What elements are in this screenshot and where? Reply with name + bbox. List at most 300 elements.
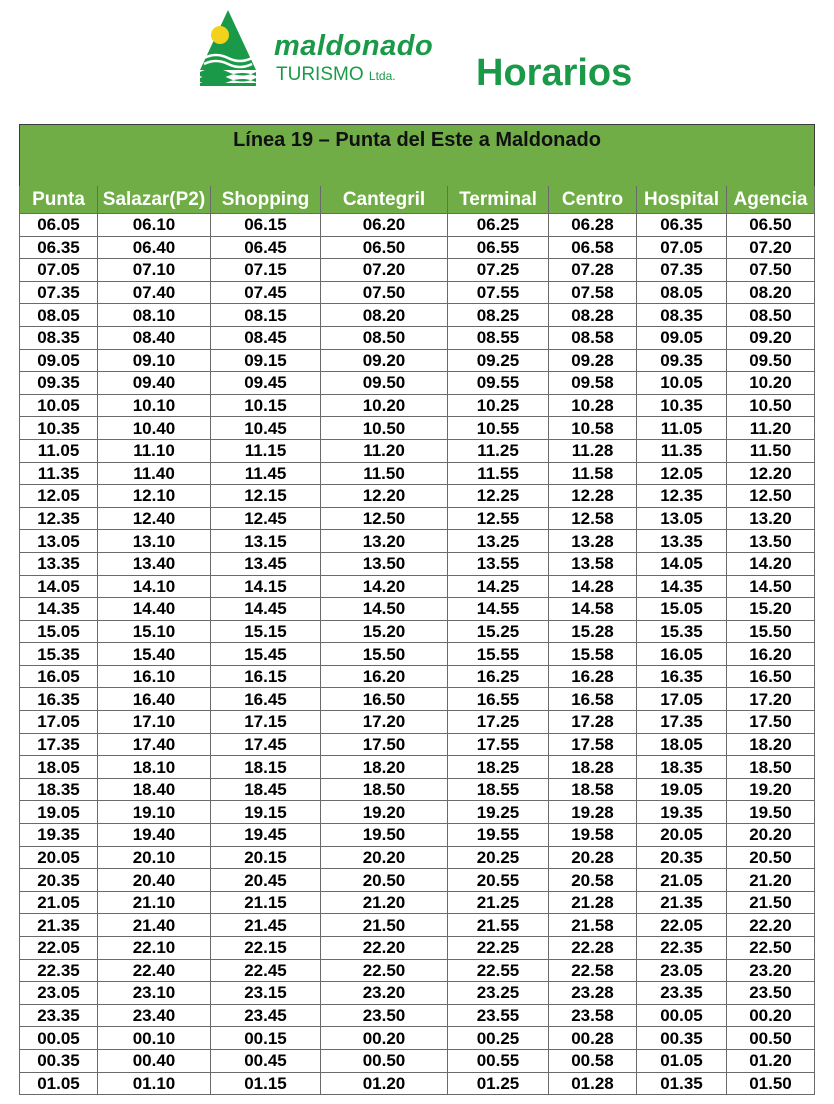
table-row: [20, 711, 815, 734]
time-cell: 11.05: [637, 417, 727, 440]
table-row: [20, 349, 815, 372]
time-cell: 22.15: [211, 937, 321, 960]
time-cell: 15.20: [321, 620, 448, 643]
time-cell: 23.20: [321, 982, 448, 1005]
time-cell: 17.35: [637, 711, 727, 734]
time-cell: 22.05: [20, 937, 98, 960]
time-cell: 23.28: [549, 982, 637, 1005]
time-cell: 09.55: [448, 372, 549, 395]
time-cell: 19.50: [727, 801, 815, 824]
time-cell: 15.55: [448, 643, 549, 666]
time-cell: 16.25: [448, 665, 549, 688]
time-cell: 06.25: [448, 214, 549, 237]
time-cell: 19.28: [549, 801, 637, 824]
time-cell: 18.50: [321, 778, 448, 801]
time-cell: 07.05: [637, 236, 727, 259]
time-cell: 21.40: [98, 914, 211, 937]
time-cell: 11.45: [211, 462, 321, 485]
time-cell: 12.20: [727, 462, 815, 485]
time-cell: 14.58: [549, 598, 637, 621]
column-header: Hospital: [637, 186, 727, 214]
time-cell: 23.40: [98, 1004, 211, 1027]
time-cell: 23.25: [448, 982, 549, 1005]
time-cell: 07.25: [448, 259, 549, 282]
time-cell: 00.10: [98, 1027, 211, 1050]
time-cell: 20.50: [727, 846, 815, 869]
time-cell: 23.35: [20, 1004, 98, 1027]
time-cell: 14.05: [20, 575, 98, 598]
time-cell: 19.50: [321, 824, 448, 847]
time-cell: 19.05: [20, 801, 98, 824]
time-cell: 17.50: [727, 711, 815, 734]
time-cell: 19.15: [211, 801, 321, 824]
time-cell: 06.10: [98, 214, 211, 237]
time-cell: 14.35: [637, 575, 727, 598]
time-cell: 23.50: [321, 1004, 448, 1027]
time-cell: 06.35: [20, 236, 98, 259]
time-cell: 22.20: [727, 914, 815, 937]
time-cell: 15.20: [727, 598, 815, 621]
time-cell: 23.05: [20, 982, 98, 1005]
time-cell: 22.20: [321, 937, 448, 960]
time-cell: 19.10: [98, 801, 211, 824]
time-cell: 16.40: [98, 688, 211, 711]
table-header-row: [20, 186, 815, 214]
time-cell: 17.25: [448, 711, 549, 734]
time-cell: 17.15: [211, 711, 321, 734]
table-row: [20, 439, 815, 462]
time-cell: 13.05: [637, 507, 727, 530]
time-cell: 01.20: [727, 1049, 815, 1072]
time-cell: 21.05: [20, 891, 98, 914]
time-cell: 13.40: [98, 552, 211, 575]
time-cell: 23.58: [549, 1004, 637, 1027]
time-cell: 08.28: [549, 304, 637, 327]
time-cell: 06.45: [211, 236, 321, 259]
time-cell: 00.20: [727, 1004, 815, 1027]
time-cell: 23.35: [637, 982, 727, 1005]
time-cell: 14.50: [321, 598, 448, 621]
time-cell: 12.05: [637, 462, 727, 485]
time-cell: 18.20: [321, 756, 448, 779]
table-title: Línea 19 – Punta del Este a Maldonado: [20, 125, 815, 187]
time-cell: 12.25: [448, 485, 549, 508]
column-header: Agencia: [727, 186, 815, 214]
time-cell: 19.35: [20, 824, 98, 847]
table-row: [20, 733, 815, 756]
time-cell: 12.35: [20, 507, 98, 530]
table-row: [20, 214, 815, 237]
time-cell: 20.28: [549, 846, 637, 869]
time-cell: 11.50: [727, 439, 815, 462]
time-cell: 22.05: [637, 914, 727, 937]
time-cell: 20.35: [637, 846, 727, 869]
time-cell: 11.20: [321, 439, 448, 462]
table-row: [20, 326, 815, 349]
time-cell: 17.50: [321, 733, 448, 756]
time-cell: 22.40: [98, 959, 211, 982]
time-cell: 12.05: [20, 485, 98, 508]
table-row: [20, 1027, 815, 1050]
time-cell: 13.28: [549, 530, 637, 553]
time-cell: 17.05: [637, 688, 727, 711]
time-cell: 22.28: [549, 937, 637, 960]
column-header: Salazar(P2): [98, 186, 211, 214]
time-cell: 19.25: [448, 801, 549, 824]
time-cell: 16.50: [321, 688, 448, 711]
time-cell: 00.50: [321, 1049, 448, 1072]
column-header: Shopping: [211, 186, 321, 214]
time-cell: 10.05: [637, 372, 727, 395]
time-cell: 12.35: [637, 485, 727, 508]
time-cell: 07.28: [549, 259, 637, 282]
time-cell: 18.25: [448, 756, 549, 779]
time-cell: 09.28: [549, 349, 637, 372]
time-cell: 20.05: [20, 846, 98, 869]
time-cell: 13.55: [448, 552, 549, 575]
time-cell: 15.10: [98, 620, 211, 643]
time-cell: 01.50: [727, 1072, 815, 1095]
time-cell: 18.45: [211, 778, 321, 801]
time-cell: 21.25: [448, 891, 549, 914]
time-cell: 09.50: [321, 372, 448, 395]
time-cell: 06.50: [727, 214, 815, 237]
time-cell: 21.15: [211, 891, 321, 914]
time-cell: 22.35: [637, 937, 727, 960]
time-cell: 07.55: [448, 281, 549, 304]
time-cell: 17.28: [549, 711, 637, 734]
time-cell: 21.20: [727, 869, 815, 892]
time-cell: 10.28: [549, 394, 637, 417]
time-cell: 13.35: [20, 552, 98, 575]
time-cell: 00.50: [727, 1027, 815, 1050]
table-row: [20, 575, 815, 598]
time-cell: 17.10: [98, 711, 211, 734]
column-header: Centro: [549, 186, 637, 214]
time-cell: 12.50: [727, 485, 815, 508]
time-cell: 20.35: [20, 869, 98, 892]
table-row: [20, 417, 815, 440]
time-cell: 15.40: [98, 643, 211, 666]
time-cell: 13.20: [727, 507, 815, 530]
time-cell: 10.50: [727, 394, 815, 417]
time-cell: 07.15: [211, 259, 321, 282]
time-cell: 08.50: [321, 326, 448, 349]
time-cell: 18.55: [448, 778, 549, 801]
time-cell: 18.35: [20, 778, 98, 801]
time-cell: 13.35: [637, 530, 727, 553]
time-cell: 18.05: [637, 733, 727, 756]
time-cell: 16.55: [448, 688, 549, 711]
time-cell: 06.15: [211, 214, 321, 237]
time-cell: 16.35: [637, 665, 727, 688]
time-cell: 12.58: [549, 507, 637, 530]
time-cell: 10.45: [211, 417, 321, 440]
table-row: [20, 1049, 815, 1072]
time-cell: 20.40: [98, 869, 211, 892]
time-cell: 15.58: [549, 643, 637, 666]
time-cell: 09.20: [321, 349, 448, 372]
time-cell: 23.45: [211, 1004, 321, 1027]
time-cell: 08.35: [20, 326, 98, 349]
time-cell: 00.35: [637, 1027, 727, 1050]
time-cell: 15.50: [727, 620, 815, 643]
time-cell: 10.58: [549, 417, 637, 440]
time-cell: 19.58: [549, 824, 637, 847]
time-cell: 01.10: [98, 1072, 211, 1095]
time-cell: 15.15: [211, 620, 321, 643]
time-cell: 19.35: [637, 801, 727, 824]
time-cell: 11.58: [549, 462, 637, 485]
time-cell: 06.55: [448, 236, 549, 259]
time-cell: 14.55: [448, 598, 549, 621]
time-cell: 10.05: [20, 394, 98, 417]
time-cell: 22.50: [321, 959, 448, 982]
time-cell: 01.35: [637, 1072, 727, 1095]
time-cell: 12.55: [448, 507, 549, 530]
column-header: Cantegril: [321, 186, 448, 214]
time-cell: 17.20: [321, 711, 448, 734]
time-cell: 22.55: [448, 959, 549, 982]
time-cell: 19.20: [727, 778, 815, 801]
time-cell: 11.35: [20, 462, 98, 485]
time-cell: 16.45: [211, 688, 321, 711]
time-cell: 14.10: [98, 575, 211, 598]
time-cell: 11.40: [98, 462, 211, 485]
time-cell: 07.35: [637, 259, 727, 282]
time-cell: 22.25: [448, 937, 549, 960]
time-cell: 13.58: [549, 552, 637, 575]
table-row: [20, 281, 815, 304]
time-cell: 18.35: [637, 756, 727, 779]
time-cell: 08.20: [321, 304, 448, 327]
time-cell: 13.10: [98, 530, 211, 553]
time-cell: 14.40: [98, 598, 211, 621]
time-cell: 12.20: [321, 485, 448, 508]
time-cell: 20.20: [727, 824, 815, 847]
brand-sub: [276, 64, 396, 86]
schedule-table-wrapper: [19, 124, 814, 1095]
time-cell: 11.50: [321, 462, 448, 485]
time-cell: 11.35: [637, 439, 727, 462]
page-title: Horarios: [476, 52, 633, 94]
time-cell: 09.05: [637, 326, 727, 349]
time-cell: 12.28: [549, 485, 637, 508]
time-cell: 11.10: [98, 439, 211, 462]
time-cell: 01.25: [448, 1072, 549, 1095]
column-header: Terminal: [448, 186, 549, 214]
time-cell: 13.45: [211, 552, 321, 575]
table-row: [20, 982, 815, 1005]
time-cell: 23.55: [448, 1004, 549, 1027]
time-cell: 09.10: [98, 349, 211, 372]
time-cell: 15.28: [549, 620, 637, 643]
table-row: [20, 530, 815, 553]
time-cell: 18.20: [727, 733, 815, 756]
time-cell: 17.05: [20, 711, 98, 734]
time-cell: 14.28: [549, 575, 637, 598]
time-cell: 20.50: [321, 869, 448, 892]
time-cell: 21.55: [448, 914, 549, 937]
time-cell: 07.50: [727, 259, 815, 282]
time-cell: 01.15: [211, 1072, 321, 1095]
time-cell: 07.10: [98, 259, 211, 282]
time-cell: 17.58: [549, 733, 637, 756]
table-row: [20, 643, 815, 666]
time-cell: 10.20: [321, 394, 448, 417]
time-cell: 00.35: [20, 1049, 98, 1072]
time-cell: 13.50: [727, 530, 815, 553]
time-cell: 18.28: [549, 756, 637, 779]
table-row: [20, 801, 815, 824]
time-cell: 22.58: [549, 959, 637, 982]
time-cell: 08.55: [448, 326, 549, 349]
time-cell: 22.35: [20, 959, 98, 982]
time-cell: 11.28: [549, 439, 637, 462]
table-row: [20, 598, 815, 621]
time-cell: 09.20: [727, 326, 815, 349]
time-cell: 17.20: [727, 688, 815, 711]
table-row: [20, 507, 815, 530]
time-cell: 14.45: [211, 598, 321, 621]
time-cell: 07.20: [321, 259, 448, 282]
time-cell: 14.05: [637, 552, 727, 575]
time-cell: 21.20: [321, 891, 448, 914]
time-cell: 16.58: [549, 688, 637, 711]
time-cell: 20.20: [321, 846, 448, 869]
time-cell: 08.45: [211, 326, 321, 349]
time-cell: 23.05: [637, 959, 727, 982]
time-cell: 13.50: [321, 552, 448, 575]
time-cell: 14.20: [321, 575, 448, 598]
time-cell: 18.15: [211, 756, 321, 779]
time-cell: 08.05: [637, 281, 727, 304]
time-cell: 00.05: [637, 1004, 727, 1027]
time-cell: 09.05: [20, 349, 98, 372]
time-cell: 11.20: [727, 417, 815, 440]
time-cell: 07.58: [549, 281, 637, 304]
time-cell: 06.40: [98, 236, 211, 259]
time-cell: 06.20: [321, 214, 448, 237]
time-cell: 16.05: [20, 665, 98, 688]
time-cell: 16.15: [211, 665, 321, 688]
time-cell: 00.20: [321, 1027, 448, 1050]
table-row: [20, 1072, 815, 1095]
time-cell: 13.15: [211, 530, 321, 553]
time-cell: 21.28: [549, 891, 637, 914]
time-cell: 16.20: [727, 643, 815, 666]
time-cell: 08.25: [448, 304, 549, 327]
time-cell: 08.05: [20, 304, 98, 327]
time-cell: 22.45: [211, 959, 321, 982]
table-row: [20, 236, 815, 259]
time-cell: 11.25: [448, 439, 549, 462]
brand-name: maldonado: [274, 30, 434, 62]
time-cell: 13.20: [321, 530, 448, 553]
time-cell: 10.50: [321, 417, 448, 440]
time-cell: 09.40: [98, 372, 211, 395]
time-cell: 13.05: [20, 530, 98, 553]
time-cell: 23.10: [98, 982, 211, 1005]
time-cell: 08.40: [98, 326, 211, 349]
time-cell: 21.50: [727, 891, 815, 914]
time-cell: 00.58: [549, 1049, 637, 1072]
time-cell: 18.50: [727, 756, 815, 779]
time-cell: 15.05: [637, 598, 727, 621]
time-cell: 06.35: [637, 214, 727, 237]
table-row: [20, 372, 815, 395]
time-cell: 08.50: [727, 304, 815, 327]
time-cell: 07.20: [727, 236, 815, 259]
time-cell: 09.58: [549, 372, 637, 395]
time-cell: 18.40: [98, 778, 211, 801]
time-cell: 16.28: [549, 665, 637, 688]
time-cell: 14.20: [727, 552, 815, 575]
time-cell: 15.35: [20, 643, 98, 666]
time-cell: 06.05: [20, 214, 98, 237]
time-cell: 15.45: [211, 643, 321, 666]
time-cell: 13.25: [448, 530, 549, 553]
time-cell: 10.40: [98, 417, 211, 440]
time-cell: 23.50: [727, 982, 815, 1005]
time-cell: 10.20: [727, 372, 815, 395]
table-row: [20, 756, 815, 779]
time-cell: 07.45: [211, 281, 321, 304]
table-row: [20, 485, 815, 508]
time-cell: 10.15: [211, 394, 321, 417]
time-cell: 14.25: [448, 575, 549, 598]
time-cell: 20.05: [637, 824, 727, 847]
time-cell: 06.58: [549, 236, 637, 259]
time-cell: 10.10: [98, 394, 211, 417]
time-cell: 09.25: [448, 349, 549, 372]
time-cell: 14.35: [20, 598, 98, 621]
time-cell: 08.58: [549, 326, 637, 349]
time-cell: 20.58: [549, 869, 637, 892]
time-cell: 20.45: [211, 869, 321, 892]
time-cell: 22.50: [727, 937, 815, 960]
table-row: [20, 891, 815, 914]
time-cell: 18.05: [20, 756, 98, 779]
time-cell: 07.40: [98, 281, 211, 304]
time-cell: 00.40: [98, 1049, 211, 1072]
time-cell: 12.40: [98, 507, 211, 530]
table-row: [20, 869, 815, 892]
time-cell: 10.25: [448, 394, 549, 417]
time-cell: 21.35: [20, 914, 98, 937]
time-cell: 19.40: [98, 824, 211, 847]
time-cell: 12.45: [211, 507, 321, 530]
time-cell: 20.10: [98, 846, 211, 869]
time-cell: 07.35: [20, 281, 98, 304]
time-cell: 17.55: [448, 733, 549, 756]
time-cell: 20.15: [211, 846, 321, 869]
table-row: [20, 778, 815, 801]
time-cell: 11.15: [211, 439, 321, 462]
time-cell: 07.50: [321, 281, 448, 304]
time-cell: 15.25: [448, 620, 549, 643]
time-cell: 21.35: [637, 891, 727, 914]
time-cell: 01.28: [549, 1072, 637, 1095]
time-cell: 16.50: [727, 665, 815, 688]
time-cell: 09.35: [20, 372, 98, 395]
time-cell: 18.58: [549, 778, 637, 801]
time-cell: 19.05: [637, 778, 727, 801]
time-cell: 21.50: [321, 914, 448, 937]
time-cell: 22.10: [98, 937, 211, 960]
brand-sub-suffix: Ltda.: [368, 69, 396, 83]
time-cell: 16.10: [98, 665, 211, 688]
